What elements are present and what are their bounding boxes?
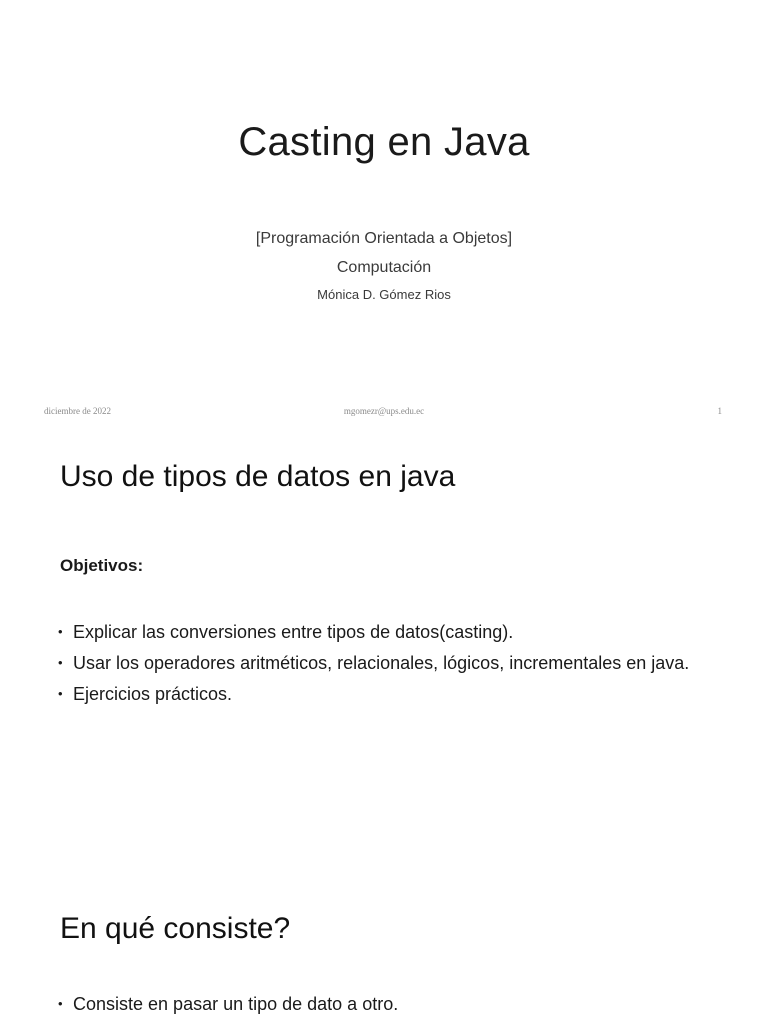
list-item-text: Explicar las conversiones entre tipos de datos(casting). xyxy=(73,622,514,642)
footer-page-number: 1 xyxy=(717,406,722,416)
definition-list xyxy=(58,992,708,1023)
title-slide xyxy=(0,0,768,432)
list-item-text: Usar los operadores aritméticos, relacionales, lógicos, incrementales en java. xyxy=(73,653,690,673)
objectives-list xyxy=(58,620,708,713)
bullet-icon: • xyxy=(58,996,63,1011)
objectives-label: Objetivos: xyxy=(60,556,144,575)
objectives-slide xyxy=(0,432,768,864)
list-item xyxy=(58,651,708,675)
bullet-icon: • xyxy=(58,655,63,670)
department-name: Computación xyxy=(336,259,432,276)
list-item xyxy=(58,682,708,706)
list-item xyxy=(58,992,708,1016)
slide-title: En qué consiste? xyxy=(60,912,291,945)
slide-title: Uso de tipos de datos en java xyxy=(60,460,456,493)
footer-email: mgomezr@ups.edu.ec xyxy=(343,406,425,416)
presentation-title: Casting en Java xyxy=(238,120,530,164)
list-item-text: Ejercicios prácticos. xyxy=(73,684,233,704)
bullet-icon: • xyxy=(58,686,63,701)
list-item xyxy=(58,620,708,644)
course-name: [Programación Orientada a Objetos] xyxy=(255,230,513,247)
footer-date: diciembre de 2022 xyxy=(44,406,111,416)
definition-slide xyxy=(0,864,768,1024)
author-name: Mónica D. Gómez Rios xyxy=(317,287,451,302)
bullet-icon: • xyxy=(58,624,63,639)
list-item-text: Consiste en pasar un tipo de dato a otro. xyxy=(73,994,399,1014)
